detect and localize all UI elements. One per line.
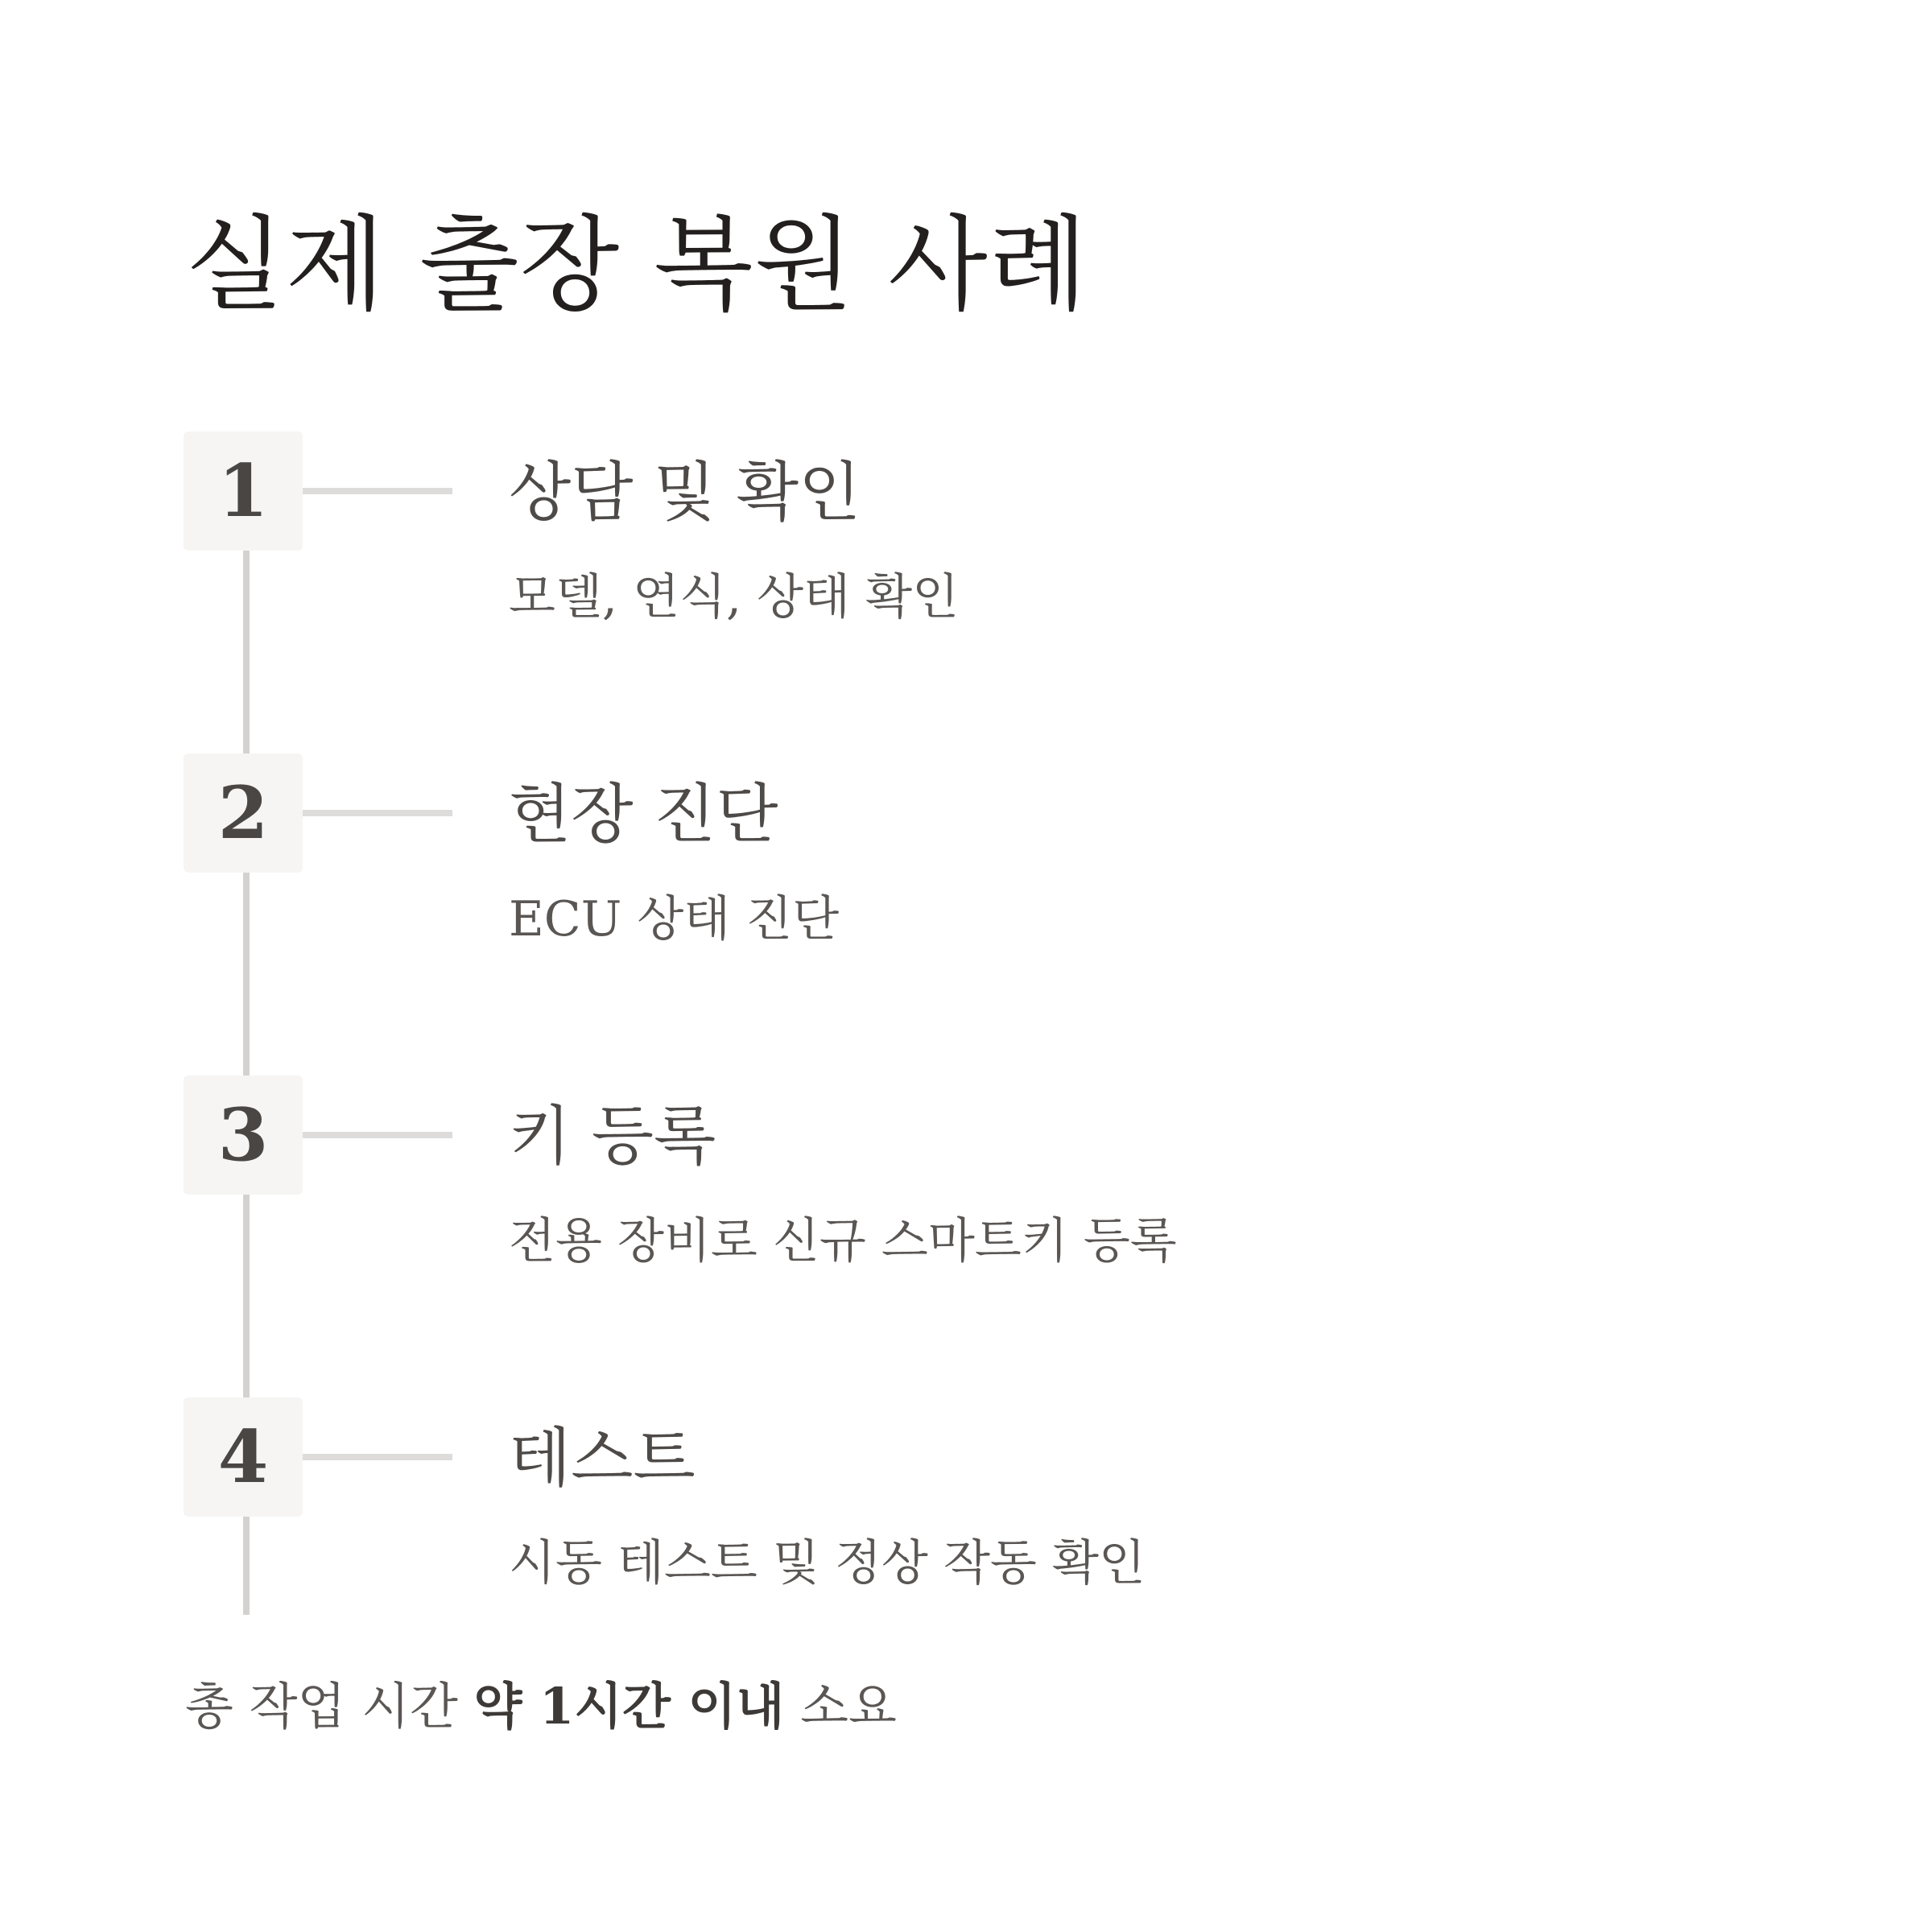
timeline-line	[243, 551, 250, 755]
timeline-line	[243, 1195, 250, 1399]
step-connector	[303, 488, 452, 494]
step-connector	[303, 1454, 452, 1460]
step-title: 테스트	[509, 1421, 696, 1496]
total-time-note	[185, 1674, 897, 1739]
total-time-suffix: 소요	[784, 1677, 897, 1736]
step-description: 전용 장비로 신규 스마트키 등록	[509, 1213, 1177, 1269]
step-title: 상담 및 확인	[509, 455, 861, 530]
step-number-badge: 2	[184, 753, 303, 873]
step-number-badge: 1	[184, 431, 303, 551]
total-time-prefix: 총 작업 시간	[185, 1677, 474, 1736]
step-number-badge: 3	[184, 1075, 303, 1195]
step-title: 현장 진단	[509, 777, 778, 852]
step-description: 모델, 연식, 상태 확인	[509, 569, 960, 625]
timeline-line	[243, 873, 250, 1077]
timeline-line	[243, 1517, 250, 1615]
step-description: 시동 테스트 및 정상 작동 확인	[509, 1535, 1146, 1591]
page-title: 실제 출장 복원 사례	[185, 205, 1089, 325]
step-number-badge: 4	[184, 1397, 303, 1517]
step-title: 키 등록	[509, 1099, 716, 1174]
step-description: ECU 상태 진단	[509, 891, 840, 947]
step-connector	[303, 810, 452, 816]
total-time-emphasis: 약 1시간 이내	[473, 1677, 785, 1736]
step-connector	[303, 1132, 452, 1138]
